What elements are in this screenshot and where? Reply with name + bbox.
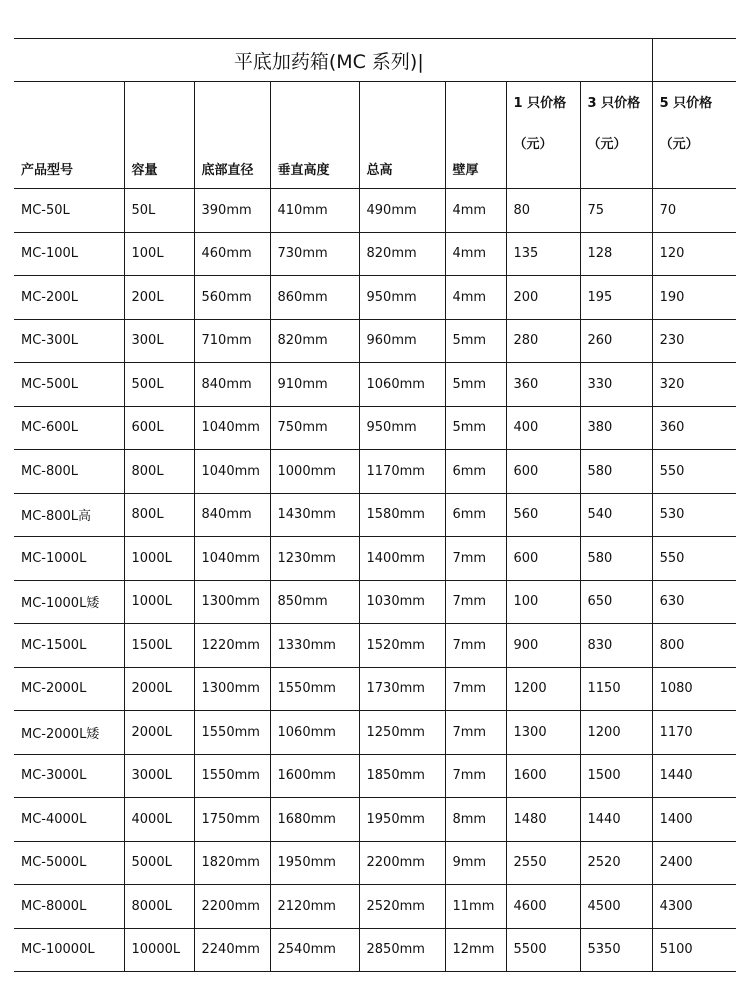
cell-price-3: 580 [580, 450, 652, 494]
cell-wall-thickness: 7mm [445, 667, 506, 711]
cell-wall-thickness: 4mm [445, 232, 506, 276]
cell-total-height: 1580mm [359, 493, 445, 537]
title-side-cell [652, 39, 736, 82]
cell-price-1: 5500 [506, 928, 580, 972]
cell-wall-thickness: 7mm [445, 537, 506, 581]
cell-price-5: 4300 [652, 885, 736, 929]
cell-wall-thickness: 7mm [445, 754, 506, 798]
cell-price-5: 550 [652, 450, 736, 494]
cell-model: MC-2000L矮 [14, 711, 124, 755]
cell-price-3: 2520 [580, 841, 652, 885]
cell-price-5: 2400 [652, 841, 736, 885]
cell-model: MC-100L [14, 232, 124, 276]
cell-price-5: 230 [652, 319, 736, 363]
cell-price-3: 1500 [580, 754, 652, 798]
cell-wall-thickness: 4mm [445, 276, 506, 320]
cell-price-3: 260 [580, 319, 652, 363]
table-title: 平底加药箱(MC 系列)| [14, 39, 652, 82]
cell-bottom-diameter: 1750mm [194, 798, 270, 842]
cell-capacity: 600L [124, 406, 194, 450]
cell-wall-thickness: 5mm [445, 406, 506, 450]
cell-vertical-height: 860mm [270, 276, 359, 320]
cell-price-1: 1600 [506, 754, 580, 798]
cell-total-height: 1520mm [359, 624, 445, 668]
cell-vertical-height: 820mm [270, 319, 359, 363]
cell-total-height: 960mm [359, 319, 445, 363]
table-row [14, 580, 736, 624]
cell-price-3: 75 [580, 189, 652, 233]
cell-capacity: 3000L [124, 754, 194, 798]
cell-bottom-diameter: 1550mm [194, 711, 270, 755]
cell-bottom-diameter: 1300mm [194, 667, 270, 711]
cell-total-height: 2520mm [359, 885, 445, 929]
cell-capacity: 10000L [124, 928, 194, 972]
cell-price-1: 2550 [506, 841, 580, 885]
cell-price-3: 330 [580, 363, 652, 407]
table-row [14, 754, 736, 798]
header-price-5-label: 5 只价格 [659, 96, 713, 111]
cell-price-1: 280 [506, 319, 580, 363]
table-row [14, 667, 736, 711]
cell-model: MC-600L [14, 406, 124, 450]
cell-capacity: 300L [124, 319, 194, 363]
cell-total-height: 490mm [359, 189, 445, 233]
cell-price-5: 190 [652, 276, 736, 320]
cell-price-1: 1200 [506, 667, 580, 711]
cell-vertical-height: 1060mm [270, 711, 359, 755]
cell-wall-thickness: 7mm [445, 711, 506, 755]
cell-vertical-height: 1000mm [270, 450, 359, 494]
cell-price-1: 400 [506, 406, 580, 450]
cell-vertical-height: 1950mm [270, 841, 359, 885]
cell-bottom-diameter: 2200mm [194, 885, 270, 929]
table-row [14, 363, 736, 407]
header-bottom-diameter: 底部直径 [194, 82, 270, 189]
cell-bottom-diameter: 560mm [194, 276, 270, 320]
cell-bottom-diameter: 1820mm [194, 841, 270, 885]
cell-price-3: 5350 [580, 928, 652, 972]
cell-total-height: 2200mm [359, 841, 445, 885]
cell-vertical-height: 1680mm [270, 798, 359, 842]
cell-wall-thickness: 4mm [445, 189, 506, 233]
cell-total-height: 2850mm [359, 928, 445, 972]
cell-price-5: 1080 [652, 667, 736, 711]
cell-model: MC-4000L [14, 798, 124, 842]
cell-capacity: 8000L [124, 885, 194, 929]
cell-price-5: 120 [652, 232, 736, 276]
cell-capacity: 50L [124, 189, 194, 233]
header-price-3-label: 3 只价格 [587, 96, 641, 111]
cell-capacity: 500L [124, 363, 194, 407]
cell-wall-thickness: 9mm [445, 841, 506, 885]
cell-model: MC-5000L [14, 841, 124, 885]
cell-vertical-height: 1550mm [270, 667, 359, 711]
table-row [14, 537, 736, 581]
header-price-1 [506, 82, 580, 189]
cell-capacity: 800L [124, 493, 194, 537]
cell-price-3: 540 [580, 493, 652, 537]
cell-price-3: 195 [580, 276, 652, 320]
cell-capacity: 5000L [124, 841, 194, 885]
cell-price-3: 1150 [580, 667, 652, 711]
cell-total-height: 820mm [359, 232, 445, 276]
table-row [14, 450, 736, 494]
cell-total-height: 1400mm [359, 537, 445, 581]
cell-price-5: 800 [652, 624, 736, 668]
table-row [14, 624, 736, 668]
cell-model: MC-1500L [14, 624, 124, 668]
cell-vertical-height: 1600mm [270, 754, 359, 798]
cell-vertical-height: 1230mm [270, 537, 359, 581]
cell-price-5: 1440 [652, 754, 736, 798]
cell-capacity: 4000L [124, 798, 194, 842]
cell-price-1: 900 [506, 624, 580, 668]
header-price-3 [580, 82, 652, 189]
cell-total-height: 1730mm [359, 667, 445, 711]
cell-model: MC-200L [14, 276, 124, 320]
header-capacity: 容量 [124, 82, 194, 189]
cell-price-3: 830 [580, 624, 652, 668]
cell-price-1: 560 [506, 493, 580, 537]
cell-price-1: 4600 [506, 885, 580, 929]
cell-vertical-height: 730mm [270, 232, 359, 276]
cell-price-1: 360 [506, 363, 580, 407]
cell-capacity: 1000L [124, 537, 194, 581]
cell-price-5: 530 [652, 493, 736, 537]
header-price-5-unit: （元） [659, 137, 699, 152]
cell-price-3: 4500 [580, 885, 652, 929]
cell-price-5: 630 [652, 580, 736, 624]
price-table [14, 38, 736, 972]
cell-price-3: 380 [580, 406, 652, 450]
table-row [14, 928, 736, 972]
header-model: 产品型号 [14, 82, 124, 189]
cell-model: MC-50L [14, 189, 124, 233]
cell-price-1: 80 [506, 189, 580, 233]
cell-vertical-height: 1430mm [270, 493, 359, 537]
cell-bottom-diameter: 840mm [194, 493, 270, 537]
table-row [14, 711, 736, 755]
cell-price-3: 1200 [580, 711, 652, 755]
cell-wall-thickness: 11mm [445, 885, 506, 929]
cell-total-height: 1170mm [359, 450, 445, 494]
cell-vertical-height: 2120mm [270, 885, 359, 929]
cell-capacity: 2000L [124, 711, 194, 755]
cell-price-5: 1400 [652, 798, 736, 842]
cell-bottom-diameter: 1300mm [194, 580, 270, 624]
table-row [14, 319, 736, 363]
cell-price-5: 550 [652, 537, 736, 581]
header-total-height: 总高 [359, 82, 445, 189]
cell-price-5: 320 [652, 363, 736, 407]
cell-bottom-diameter: 1220mm [194, 624, 270, 668]
cell-total-height: 1030mm [359, 580, 445, 624]
cell-capacity: 1000L [124, 580, 194, 624]
title-row [14, 39, 736, 82]
cell-wall-thickness: 5mm [445, 319, 506, 363]
cell-bottom-diameter: 390mm [194, 189, 270, 233]
cell-total-height: 1850mm [359, 754, 445, 798]
header-row [14, 82, 736, 189]
cell-total-height: 1250mm [359, 711, 445, 755]
header-vertical-height: 垂直高度 [270, 82, 359, 189]
cell-bottom-diameter: 460mm [194, 232, 270, 276]
cell-model: MC-10000L [14, 928, 124, 972]
cell-wall-thickness: 6mm [445, 493, 506, 537]
cell-model: MC-1000L [14, 537, 124, 581]
cell-price-5: 5100 [652, 928, 736, 972]
table-row [14, 798, 736, 842]
cell-bottom-diameter: 710mm [194, 319, 270, 363]
cell-wall-thickness: 6mm [445, 450, 506, 494]
cell-vertical-height: 850mm [270, 580, 359, 624]
cell-wall-thickness: 8mm [445, 798, 506, 842]
cell-price-3: 580 [580, 537, 652, 581]
cell-price-1: 100 [506, 580, 580, 624]
cell-vertical-height: 750mm [270, 406, 359, 450]
header-price-5 [652, 82, 736, 189]
header-price-1-label: 1 只价格 [513, 96, 567, 111]
cell-bottom-diameter: 1040mm [194, 406, 270, 450]
header-price-3-unit: （元） [587, 137, 627, 152]
table-row [14, 406, 736, 450]
cell-capacity: 2000L [124, 667, 194, 711]
cell-model: MC-1000L矮 [14, 580, 124, 624]
cell-price-1: 200 [506, 276, 580, 320]
cell-vertical-height: 2540mm [270, 928, 359, 972]
cell-model: MC-300L [14, 319, 124, 363]
cell-vertical-height: 410mm [270, 189, 359, 233]
cell-wall-thickness: 5mm [445, 363, 506, 407]
cell-price-1: 1480 [506, 798, 580, 842]
cell-capacity: 1500L [124, 624, 194, 668]
cell-capacity: 200L [124, 276, 194, 320]
table-row [14, 276, 736, 320]
cell-model: MC-800L [14, 450, 124, 494]
cell-bottom-diameter: 1550mm [194, 754, 270, 798]
cell-bottom-diameter: 1040mm [194, 537, 270, 581]
table-row [14, 232, 736, 276]
cell-bottom-diameter: 2240mm [194, 928, 270, 972]
cell-price-3: 1440 [580, 798, 652, 842]
cell-bottom-diameter: 840mm [194, 363, 270, 407]
cell-bottom-diameter: 1040mm [194, 450, 270, 494]
cell-total-height: 950mm [359, 276, 445, 320]
table-row [14, 493, 736, 537]
table-row [14, 189, 736, 233]
cell-model: MC-500L [14, 363, 124, 407]
cell-price-5: 360 [652, 406, 736, 450]
cell-price-5: 1170 [652, 711, 736, 755]
cell-total-height: 1060mm [359, 363, 445, 407]
header-price-1-unit: （元） [513, 137, 553, 152]
cell-price-1: 1300 [506, 711, 580, 755]
table-row [14, 841, 736, 885]
cell-capacity: 800L [124, 450, 194, 494]
cell-total-height: 1950mm [359, 798, 445, 842]
cell-wall-thickness: 12mm [445, 928, 506, 972]
cell-price-1: 600 [506, 450, 580, 494]
cell-price-3: 650 [580, 580, 652, 624]
cell-model: MC-2000L [14, 667, 124, 711]
cell-price-1: 135 [506, 232, 580, 276]
cell-wall-thickness: 7mm [445, 624, 506, 668]
cell-vertical-height: 910mm [270, 363, 359, 407]
cell-model: MC-3000L [14, 754, 124, 798]
cell-wall-thickness: 7mm [445, 580, 506, 624]
cell-capacity: 100L [124, 232, 194, 276]
header-wall-thickness: 壁厚 [445, 82, 506, 189]
cell-price-1: 600 [506, 537, 580, 581]
cell-price-3: 128 [580, 232, 652, 276]
cell-price-5: 70 [652, 189, 736, 233]
cell-model: MC-800L高 [14, 493, 124, 537]
cell-vertical-height: 1330mm [270, 624, 359, 668]
table-row [14, 885, 736, 929]
cell-total-height: 950mm [359, 406, 445, 450]
cell-model: MC-8000L [14, 885, 124, 929]
